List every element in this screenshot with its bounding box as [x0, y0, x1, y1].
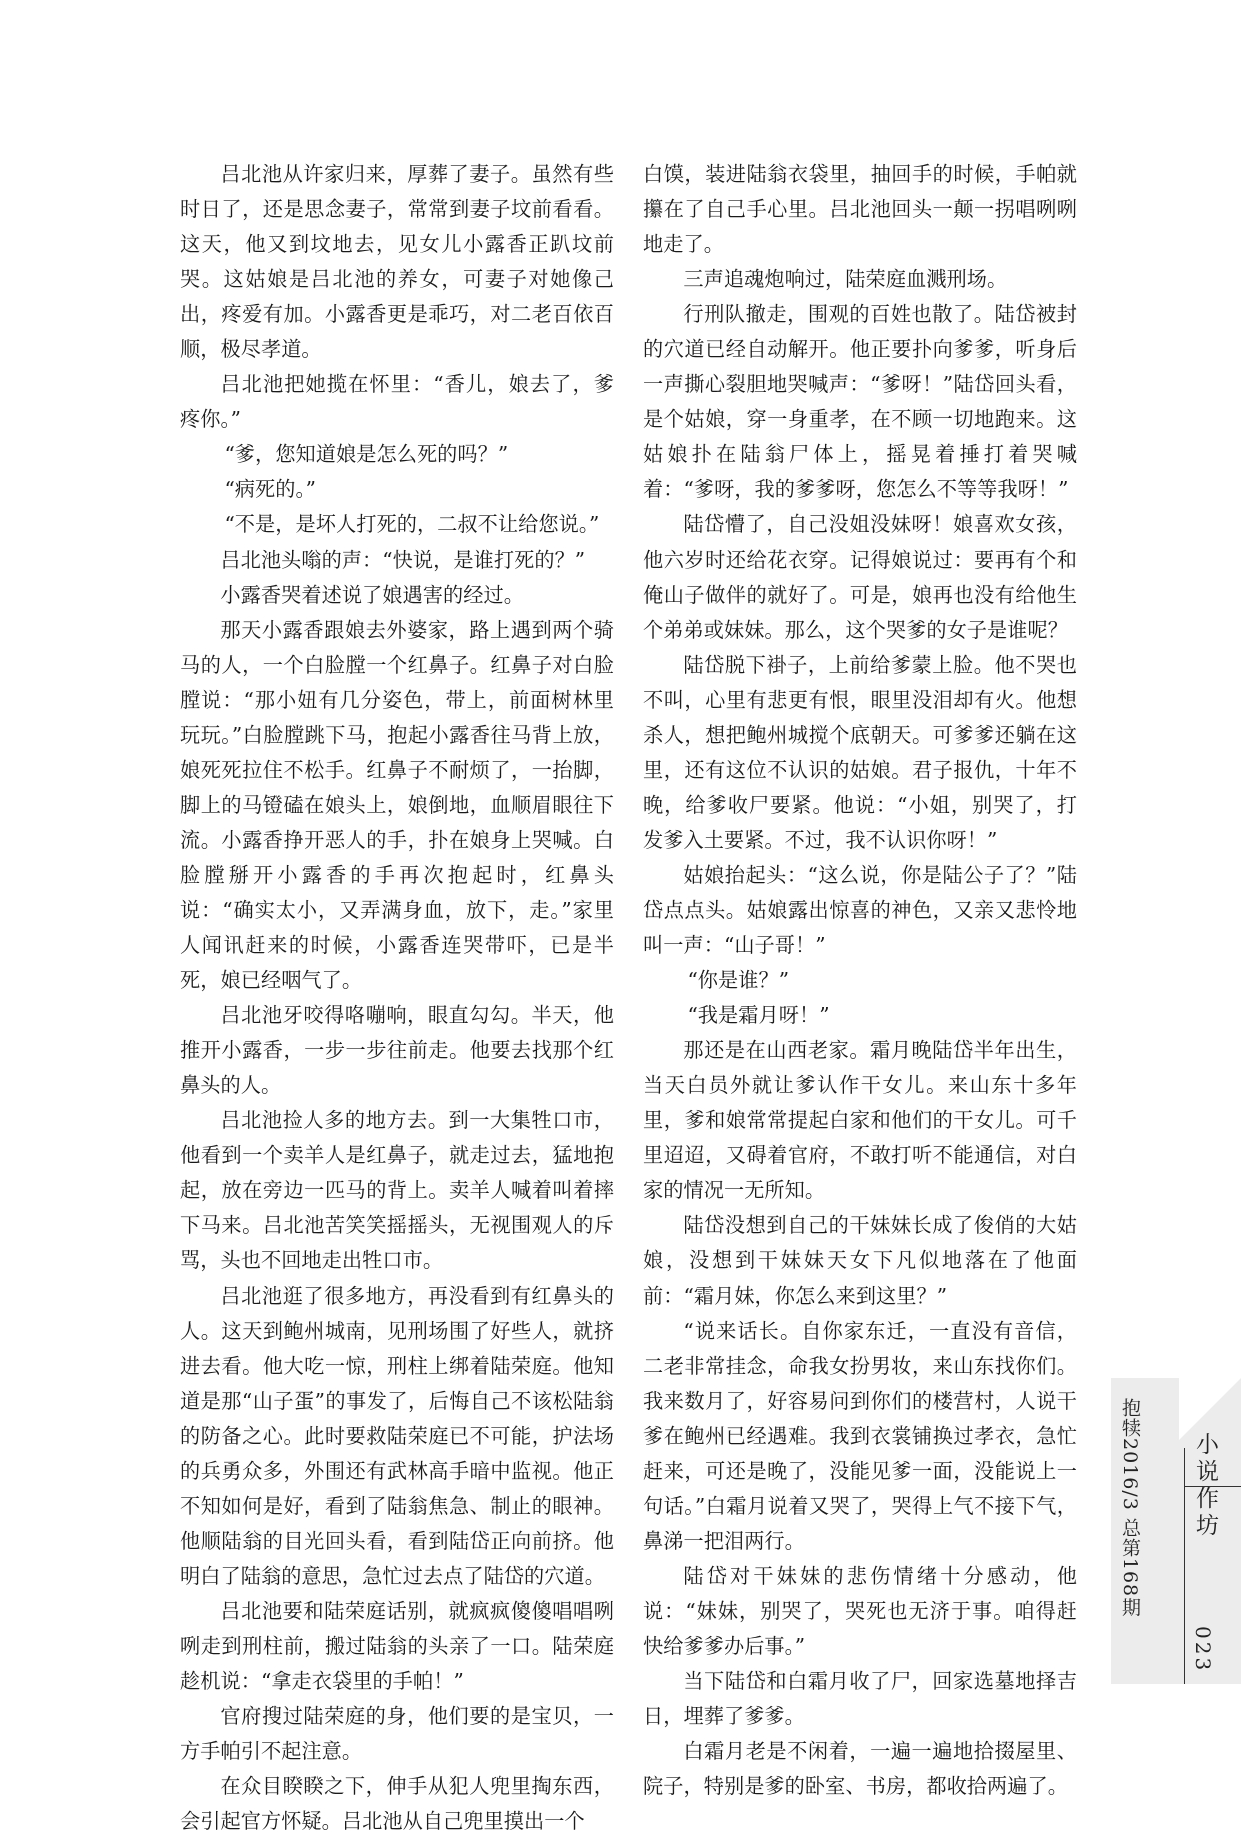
- paragraph: 陆岱脱下褂子，上前给爹蒙上脸。他不哭也不叫，心里有悲更有恨，眼里没泪却有火。他想杀人，想把鲍州城搅个底朝天。可爹爹还躺在这里，还有这位不认识的姑娘。君子报仇，十年不晚，给爹收尸要紧。他说：“小姐，别哭了，打发爹入土要紧。不过，我不认识你呀！”: [643, 652, 1077, 852]
- paragraph: 小露香哭着述说了娘遇害的经过。: [220, 582, 524, 607]
- paragraph: “说来话长。自你家东迁，一直没有音信，二老非常挂念，命我女扮男妆，来山东找你们。我来数月了，好容易问到你们的楼营村，人说干爹在鲍州已经遇难。我到衣裳铺换过孝衣，急忙赶来，可还是晚了，没能见爹一面，没能说上一句话。”白霜月说着又哭了，哭得上气不接下气，鼻涕一把泪两行。: [643, 1318, 1077, 1553]
- paragraph: “你是谁？”: [687, 968, 790, 993]
- page-number: 023: [1191, 1626, 1215, 1674]
- paragraph: 陆岱懵了，自己没姐没妹呀！娘喜欢女孩，他六岁时还给花衣穿。记得娘说过：要再有个和俺山子做伴的就好了。可是，娘再也没有给他生个弟弟或妹妹。那么，这个哭爹的女子是谁呢？: [643, 512, 1077, 642]
- paragraph: 吕北池牙咬得咯嘣响，眼直勾勾。半天，他推开小露香，一步一步往前走。他要去找那个红鼻头的人。: [180, 1003, 614, 1098]
- paragraph: 那天小露香跟娘去外婆家，路上遇到两个骑马的人，一个白脸膛一个红鼻子。红鼻子对白脸膛说：“那小妞有几分姿色，带上，前面树林里玩玩。”白脸膛跳下马，抱起小露香往马背上放，娘死死拉住不松手。红鼻子不耐烦了，一抬脚，脚上的马镫磕在娘头上，娘倒地，血顺眉眼往下流。小露香挣开恶人的手，扑在娘身上哭喊。白脸膛掰开小露香的手再次抱起时，红鼻头说：“确实太小，又弄满身血，放下，走。”家里人闻讯赶来的时候，小露香连哭带吓，已是半死，娘已经咽气了。: [180, 617, 614, 993]
- paragraph: 吕北池头嗡的声：“快说，是谁打死的？”: [220, 547, 586, 572]
- right-column: [643, 157, 1077, 1804]
- paragraph: 三声追魂炮响过，陆荣庭血溅刑场。: [683, 267, 1008, 292]
- paragraph: “爹，您知道娘是怎么死的吗？”: [224, 442, 509, 467]
- paragraph: “病死的。”: [224, 477, 317, 502]
- paragraph: 吕北池要和陆荣庭话别，就疯疯傻傻唱唱咧咧走到刑柱前，搬过陆翁的头亲了一口。陆荣庭趁机说：“拿走衣袋里的手帕！”: [180, 1598, 614, 1694]
- paragraph: 吕北池把她揽在怀里：“香儿，娘去了，爹疼你。”: [180, 372, 614, 432]
- paragraph: 当下陆岱和白霜月收了尸，回家选墓地择吉日，埋葬了爹爹。: [643, 1669, 1077, 1729]
- paragraph: 吕北池逛了很多地方，再没看到有红鼻头的人。这天到鲍州城南，见刑场围了好些人，就挤进去看。他大吃一惊，刑柱上绑着陆荣庭。他知道是那“山子蛋”的事发了，后悔自己不该松陆翁的防备之心。此时要救陆荣庭已不可能，护法场的兵勇众多，外围还有武林高手暗中监视。他正不知如何是好，看到了陆翁焦急、制止的眼神。他顺陆翁的目光回头看，看到陆岱正向前挤。他明白了陆翁的意思，急忙过去点了陆岱的穴道。: [180, 1283, 614, 1588]
- paragraph: 那还是在山西老家。霜月晚陆岱半年出生，当天白员外就让爹认作干女儿。来山东十多年里，爹和娘常常提起白家和他们的干女儿。可千里迢迢，又碍着官府，不敢打听不能通信，对白家的情况一无所知。: [643, 1038, 1077, 1203]
- paragraph: “我是霜月呀！”: [687, 1003, 830, 1028]
- paragraph: 行刑队撤走，围观的百姓也散了。陆岱被封的穴道已经自动解开。他正要扑向爹爹，听身后一声撕心裂胆地哭喊声：“爹呀！”陆岱回头看，是个姑娘，穿一身重孝，在不顾一切地跑来。这姑娘扑在陆翁尸体上，摇晃着捶打着哭喊着：“爹呀，我的爹爹呀，您怎么不等等我呀！”: [643, 302, 1077, 502]
- magazine-issue-info: 抱犊2016/3 总第168期: [1119, 1398, 1141, 1618]
- paragraph: 姑娘抬起头：“这么说，你是陆公子了？”陆岱点点头。姑娘露出惊喜的神色，又亲又悲怜地叫一声：“山子哥！”: [643, 862, 1077, 958]
- paragraph: 陆岱对干妹妹的悲伤情绪十分感动，他说：“妹妹，别哭了，哭死也无济于事。咱得赶快给爹爹办后事。”: [643, 1563, 1077, 1658]
- paragraph: 吕北池捡人多的地方去。到一大集牲口市，他看到一个卖羊人是红鼻子，就走过去，猛地抱起，放在旁边一匹马的背上。卖羊人喊着叫着摔下马来。吕北池苦笑笑摇摇头，无视围观人的斥骂，头也不回地走出牲口市。: [180, 1108, 614, 1273]
- paragraph: 在众目睽睽之下，伸手从犯人兜里掏东西，会引起官方怀疑。吕北池从自己兜里摸出一个: [180, 1774, 614, 1834]
- folded-corner: [1179, 1378, 1241, 1440]
- paragraph: 白馍，装进陆翁衣袋里，抽回手的时候，手帕就攥在了自己手心里。吕北池回头一颠一拐唱咧咧地走了。: [643, 162, 1077, 257]
- paragraph: 白霜月老是不闲着，一遍一遍地拾掇屋里、院子，特别是爹的卧室、书房，都收拾两遍了。: [643, 1739, 1077, 1799]
- section-title: 小说作坊: [1192, 1432, 1218, 1540]
- paragraph: 吕北池从许家归来，厚葬了妻子。虽然有些时日了，还是思念妻子，常常到妻子坟前看看。这天，他又到坟地去，见女儿小露香正趴坟前哭。这姑娘是吕北池的养女，可妻子对她像己出，疼爱有加。小露香更是乖巧，对二老百依百顺，极尽孝道。: [180, 162, 614, 362]
- left-column: [180, 157, 614, 1839]
- paragraph: “不是，是坏人打死的，二叔不让给您说。”: [224, 512, 600, 537]
- paragraph: 陆岱没想到自己的干妹妹长成了俊俏的大姑娘，没想到干妹妹天女下凡似地落在了他面前：“霜月妹，你怎么来到这里？”: [643, 1213, 1077, 1308]
- paragraph: 官府搜过陆荣庭的身，他们要的是宝贝，一方手帕引不起注意。: [180, 1704, 614, 1764]
- margin-divider-vertical: [1184, 1448, 1185, 1684]
